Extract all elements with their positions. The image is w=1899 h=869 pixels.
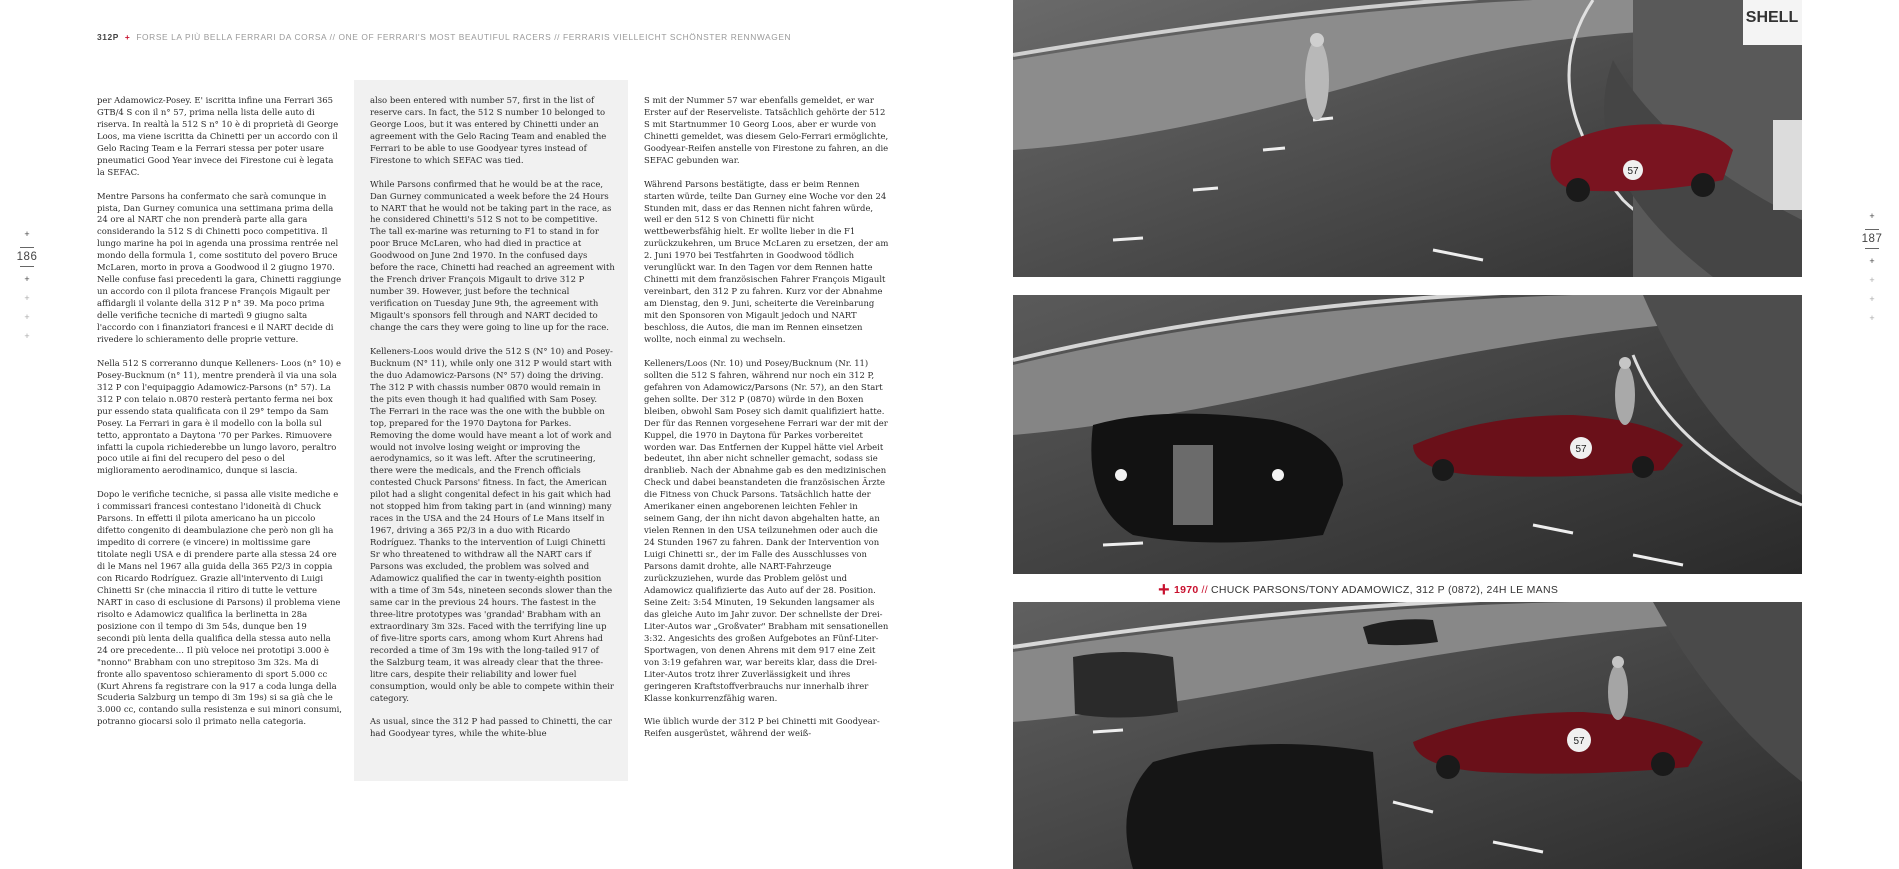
english-column: [370, 95, 615, 740]
car-number: 57: [1573, 736, 1585, 747]
car-number: 57: [1627, 166, 1639, 177]
header-plus: +: [124, 32, 131, 42]
english-paragraph: Kelleners-Loos would drive the 512 S (N° 10) and Posey-Bucknum (N° 11), while only one 312 P would start with the duo Adamowicz-Parsons (N° 57) doing the driving. The 312 P with chassis number 0870 would remain in the pits even though it had qualified with Sam Posey. The Ferrari in the race was the one with the bubble on top, prepared for the 1970 Daytona for Parkes. Removing the dome would have meant a lot of work and would not involve losing weight or improving the aerodynamics, so it was left. After the scrutineering, there were the medicals, and the French officials contested Chuck Parsons' fitness. In fact, the American pilot had a slight congenital defect in his gait which had not stopped him from taking part in (and winning) many races in the USA and the 24 Hours of Le Mans itself in 1967, driving a 365 P2/3 in a duo with Ricardo Rodríguez. Thanks to the intervention of Luigi Chinetti Sr who threatened to withdraw all the NART cars if Parsons was excluded, the problem was solved and Adamowicz qualified the car in twenty-eighth position with a time of 3m 54s, nineteen seconds slower than the same car in the previous 24 hours. The fastest in the three-litre prototypes was 'grandad' Brabham with an extraordinary 3m 32s. Faced with the terrifying line up of five-litre sports cars, among whom Kurt Ahrens had recorded a time of 3m 19s with the long-tailed 917 of the Salzburg team, it was already clear that the three-litre cars, despite their reliability and lower fuel consumption, would only be able to compete within their category.: [370, 345, 614, 703]
page-number-right: 187: [1861, 233, 1883, 245]
plus-icon: +: [1869, 211, 1875, 221]
folio-rule: [20, 266, 34, 267]
english-paragraph: also been entered with number 57, first in the list of reserve cars. In fact, the 512 S number 10 belonged to George Loos, but it was entered by Chinetti under an agreement with the Gelo Racing Team and enabled the Ferrari to be able to use Goodyear tyres instead of Firestone to which SEFAC was tied.: [370, 95, 607, 165]
german-paragraph: Während Parsons bestätigte, dass er beim Rennen starten würde, teilte Dan Gurney eine Woche vor den 24 Stunden mit, dass er das Rennen nicht fahren würde, weil er den 512 S von Chinetti für nicht wettbewerbsfähig hielt. Er wollte lieber in die F1 zurückzukehren, um Bruce McLaren zu ersetzen, der am 2. Juni 1970 bei Testfahrten in Goodwood tödlich verunglückt war. In den Tagen vor dem Rennen hatte Chinetti mit dem französischen Fahrer François Migault vereinbart, den 312 P zu fahren. Kurz vor der Abnahme am Dienstag, den 9. Juni, scheiterte die Vereinbarung mit den Sponsoren von Migault jedoch und NART beschloss, die Autos, die man im Rennen einsetzen wollte, noch einmal zu wechseln.: [644, 178, 889, 344]
german-paragraph: Kelleners/Loos (Nr. 10) und Posey/Bucknum (Nr. 11) sollten die 512 S fahren, während nur noch ein 312 P, gefahren von Adamowicz/Parsons (Nr. 57), an den Start gehen sollte. Der 312 P (0870) würde in den Boxen bleiben, obwohl Sam Posey sich damit qualifiziert hatte. Der für das Rennen vorgesehene Ferrari war der mit der Kuppel, die 1970 in Daytona für Parkes vorbereitet worden war. Das Entfernen der Kuppel hätte viel Arbeit bedeutet, ihn aber nicht schneller gemacht, sodass sie dranblieb. Nach der Abnahme gab es den medizinischen Check und dabei beanstandeten die französischen Ärzte die Fitness von Chuck Parsons. Tatsächlich hatte der Amerikaner einen angeborenen leichten Fehler in seinem Gang, der ihn nicht davon abgehalten hatte, an vielen Rennen in den USA teilzunehmen oder auch die 24 Stunden 1967 zu fahren. Dank der Intervention von Luigi Chinetti sr., der im Falle des Ausschlusses von Parsons damit drohte, alle NART-Fahrzeuge zurückzuziehen, wurde das Problem gelöst und Adamowicz qualifizierte das Auto auf der 28. Position. Seine Zeit: 3:54 Minuten, 19 Sekunden langsamer als das gleiche Auto im Jahr zuvor. Der schnellste der Drei-Liter-Autos war „Großvater" Brabham mit sensationellen 3:32. Angesichts des großen Aufgebotes an Fünf-Liter-Sportwagen, von denen Ahrens mit dem 917 eine Zeit von 3:19 gefahren war, war bereits klar, dass die Drei-Liter-Autos trotz ihrer Zuverlässigkeit und ihres geringeren Kraftstoffverbrauchs nur innerhalb ihrer Klasse konkurrenzfähig waren.: [644, 357, 889, 703]
caption-separator: //: [1201, 584, 1208, 596]
race-photo-bottom-image: [1013, 602, 1802, 869]
italian-paragraph: Dopo le verifiche tecniche, si passa alle visite mediche e i commissari francesi contestano l'idoneità di Chuck Parsons. In effetti il pilota americano ha un piccolo difetto congenito di deambulazione che però non gli ha impedito di correre (e vincere) in moltissime gare titolate negli USA e di prendere parte alla stessa 24 ore di le Mans nel 1967 alla guida della 365 P2/3 in coppia con Ricardo Rodríguez. Grazie all'intervento di Luigi Chinetti Sr (che minaccia il ritiro di tutte le vetture NART in caso di esclusione di Parsons) il problema viene risolto e Adamowicz qualifica la berlinetta in 28a posizione con il tempo di 3m 54s, dunque ben 19 secondi più lenta della qualifica della stessa auto nella 24 ore precedente… Il più veloce nei prototipi 3.000 è "nonno" Brabham con uno strepitoso 3m 32s. Ma di fronte allo spaventoso schieramento di sport 5.000 cc (Kurt Ahrens fa registrare con la 917 a coda lunga della Scuderia Salzburg un tempo di 3m 19s) si sa già che le 3.000 cc, contando sulla resistenza e sui minori consumi, potranno giocarsi solo il primato nella categoria.: [97, 489, 342, 727]
plus-icon: +: [24, 312, 30, 322]
header-subtitle: FORSE LA PIÙ BELLA FERRARI DA CORSA // ONE OF FERRARI'S MOST BEAUTIFUL RACERS // FERRARIS VIELLEICHT SCHÖNSTER RENNWAGEN: [136, 32, 792, 42]
cross-icon: +: [1158, 579, 1170, 601]
plus-icon: +: [24, 274, 30, 284]
german-paragraph: Wie üblich wurde der 312 P bei Chinetti mit Goodyear-Reifen ausgerüstet, während der weiß-: [644, 716, 880, 739]
plus-icon: +: [1869, 313, 1875, 323]
folio-rule: [20, 247, 34, 248]
car-number: 57: [1575, 444, 1587, 455]
plus-icon: +: [24, 331, 30, 341]
italian-paragraph: Nella 512 S correranno dunque Kelleners- Loos (n° 10) e Posey-Bucknum (n° 11), mentre prenderà il via una sola 312 P con l'equipaggio Adamowicz-Parsons (n° 57). La 312 P con telaio n.0870 resterà pertanto ferma nei box pur essendo stata qualificata con il 29° tempo da Sam Posey. La Ferrari in gara è il modello con la bolla sul tetto, approntato a Daytona '70 per Parkes. Rimuovere infatti la cupola richiederebbe un lungo lavoro, peraltro poco utile ai fini del recupero del peso o del miglioramento aerodinamico, dunque si lascia.: [97, 357, 341, 476]
english-paragraph: While Parsons confirmed that he would be at the race, Dan Gurney communicated a week before the 24 Hours to NART that he would not be taking part in the race, as he considered Chinetti's 512 S not to be competitive. The tall ex-marine was returning to F1 to stand in for poor Bruce McLaren, who had died in practice at Goodwood on June 2nd 1970. In the confused days before the race, Chinetti had reached an agreement with the French driver François Migault to drive 312 P number 39. However, just before the technical verification on Tuesday June 9th, the agreement with Migault's sponsors fell through and NART decided to change the cars they were going to line up for the race.: [370, 178, 615, 333]
italian-paragraph: Mentre Parsons ha confermato che sarà comunque in pista, Dan Gurney comunica una settimana prima della 24 ore al NART che non prenderà parte alla gara considerando la 512 S di Chinetti poco competitiva. Il lungo marine ha poi in agenda una prossima rentrée nel mondo della formula 1, come sostituto del povero Bruce McLaren, morto in prova a Goodwood il 2 giugno 1970. Nelle confuse fasi precedenti la gara, Chinetti raggiunge un accordo con il pilota francese François Migault per affidargli il volante della 312 P n° 39. Ma poco prima delle verifiche tecniche di martedì 9 giugno salta l'accordo con i finanziatori francesi e il NART decide di rivedere lo schieramento delle proprie vetture.: [97, 190, 342, 344]
photo-caption: [1158, 579, 1558, 602]
race-photo-middle-image: [1013, 295, 1802, 574]
page-number-left: 186: [16, 251, 38, 263]
folio-left: [15, 225, 39, 346]
english-paragraph: As usual, since the 312 P had passed to Chinetti, the car had Goodyear tyres, while the white-blue: [370, 716, 612, 739]
folio-right: [1860, 207, 1884, 328]
race-photo-top: [1013, 0, 1802, 277]
plus-icon: +: [1869, 256, 1875, 266]
italian-column: [97, 95, 342, 728]
folio-rule: [1865, 229, 1879, 230]
caption-year: 1970: [1173, 584, 1199, 596]
shell-sign: SHELL: [1745, 9, 1799, 26]
plus-icon: +: [1869, 275, 1875, 285]
caption-text: CHUCK PARSONS/TONY ADAMOWICZ, 312 P (0872), 24H LE MANS: [1210, 584, 1559, 596]
race-photo-top-image: [1013, 0, 1802, 277]
running-header: [97, 32, 997, 42]
plus-icon: +: [1869, 294, 1875, 304]
german-column: [644, 95, 889, 740]
race-photo-middle: [1013, 295, 1802, 574]
race-photo-bottom: [1013, 602, 1802, 869]
italian-paragraph: per Adamowicz-Posey. E' iscritta infine una Ferrari 365 GTB/4 S con il n° 57, prima nella lista delle auto di riserva. In realtà la 512 S n° 10 è di proprietà di George Loos, ma viene iscritta da Chinetti per un accordo con il Gelo Racing Team e la Ferrari stessa per poter usare pneumatici Good Year invece dei Firestone cui è legata la SEFAC.: [97, 95, 339, 177]
plus-icon: +: [24, 229, 30, 239]
german-paragraph: S mit der Nummer 57 war ebenfalls gemeldet, er war Erster auf der Reserveliste. Tatsächlich gehörte der 512 S mit Startnummer 10 Georg Loos, aber er wurde von Chinetti gemeldet, was diesem Gelo-Ferrari ermöglichte, Goodyear-Reifen anstelle von Firestone zu fahren, an die SEFAC gebunden war.: [644, 95, 889, 165]
folio-rule: [1865, 248, 1879, 249]
plus-icon: +: [24, 293, 30, 303]
header-code: 312P: [97, 32, 119, 42]
